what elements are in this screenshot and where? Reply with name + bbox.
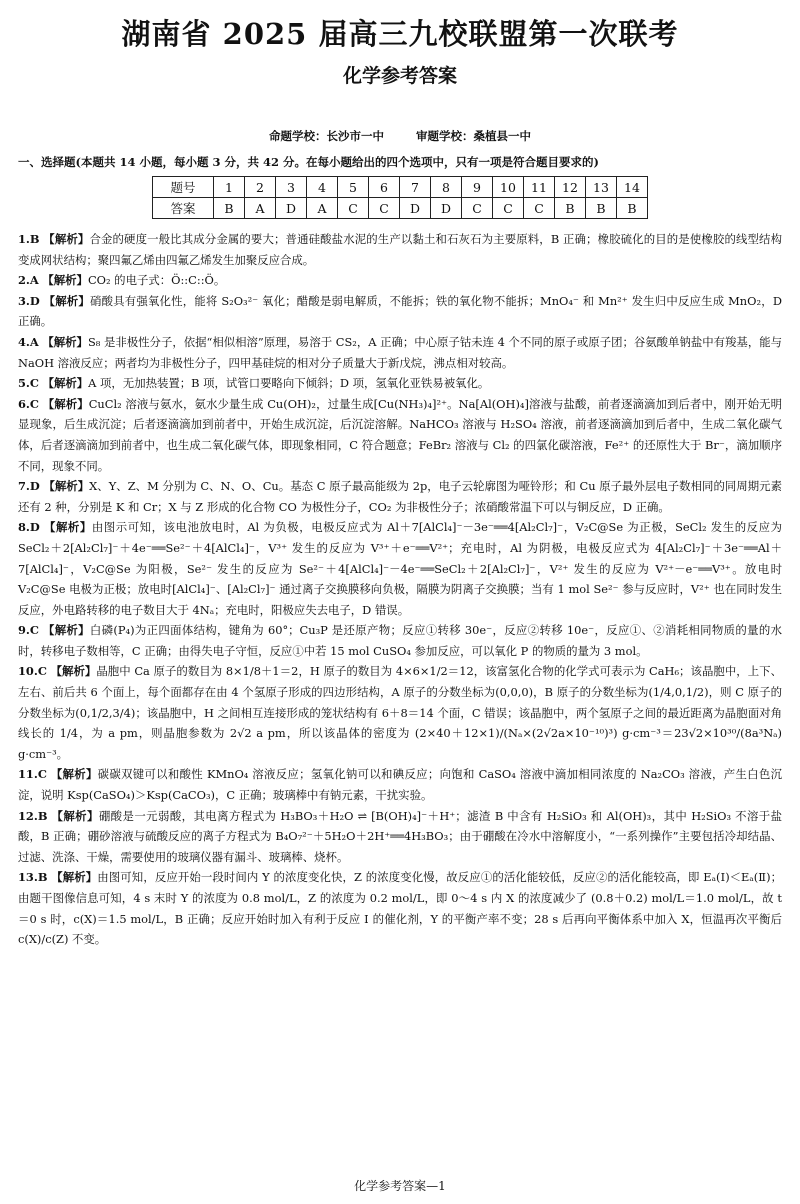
item-text: 碳碳双键可以和酸性 KMnO₄ 溶液反应；氢氧化钠可以和碘反应；向饱和 CaSO₄ 溶液中滴加相同浓度的 Na₂CO₃ 溶液，产生白色沉淀，说明 Ksp(CaSO₄)＞Ksp(CaCO₃)，C 正确；玻璃棒中有钠元素，干扰实验。 (18, 767, 782, 803)
reviewing-school: 审题学校：桑植县一中 (416, 129, 531, 143)
explanation-item (18, 620, 782, 661)
question-number: 6 (369, 177, 400, 198)
item-text: CuCl₂ 溶液与氨水，氨水少量生成 Cu(OH)₂，过量生成[Cu(NH₃)₄]²⁺。Na[Al(OH)₄]溶液与盐酸，前者逐滴滴加到后者中，刚开始无明显现象，后生成沉淀；后者逐滴滴加到前者中，开始生成沉淀，后沉淀溶解。NaHCO₃ 溶液与 H₂SO₄ 溶液，前者逐滴滴加到后者中，生成二氧化碳气体，后者逐滴滴加到前者中，也生成二氧化碳气体，即现象相同，C 符合题意；FeBr₂ 溶液与 Cl₂ 的四氯化碳溶液，Fe²⁺ 的还原性大于 Br⁻，滴加顺序不同，现象不同。 (18, 396, 782, 473)
page-footer: 化学参考答案—1 (354, 1179, 446, 1193)
explanation-item (18, 764, 782, 805)
question-number: 12 (555, 177, 586, 198)
answer-key-page (0, 12, 800, 1204)
analysis-tag: 【解析】 (50, 664, 97, 679)
number-row-label: 题号 (153, 177, 214, 198)
answer-letter: C (462, 198, 493, 219)
explanation-item (18, 806, 782, 868)
item-text: 白磷(P₄)为正四面体结构，键角为 60°；Cu₃P 是还原产物；反应①转移 30e⁻，反应②转移 10e⁻，反应①、②消耗相同物质的量的水时，转移电子数相等，C 正确；由得失电子守恒，反应①中若 15 mol CuSO₄ 参加反应，可以氧化 P 的物质的量为 3 mol。 (18, 623, 782, 658)
question-number: 10 (493, 177, 524, 198)
answer-letter: D (276, 198, 307, 219)
question-number: 5 (338, 177, 369, 198)
answer-table-answer-row (153, 198, 648, 219)
school-info (18, 128, 782, 144)
explanation-item (18, 517, 782, 620)
answer-letter: B (214, 198, 245, 219)
section-heading: 一、选择题(本题共 14 小题，每小题 3 分，共 42 分。在每小题给出的四个选项中，只有一项是符合题目要求的) (18, 155, 599, 169)
analysis-tag: 【解析】 (42, 396, 89, 411)
answer-letter: C (338, 198, 369, 219)
answer-letter: A (245, 198, 276, 219)
question-number: 13 (586, 177, 617, 198)
item-number: 9.C (18, 623, 39, 638)
answer-table (152, 176, 648, 219)
analysis-tag: 【解析】 (42, 334, 88, 349)
explanation-item (18, 332, 782, 373)
explanation-item (18, 291, 782, 332)
question-number: 9 (462, 177, 493, 198)
item-text: S₈ 是非极性分子，依据“相似相溶”原理，易溶于 CS₂，A 正确；中心原子钴未连 4 个不同的原子或原子团；谷氨酸单钠盐中有羧基，能与 NaOH 溶液反应；两者均为非极性分子，四甲基硅烷的相对分子质量大于新戊烷，沸点相对较高。 (18, 334, 783, 370)
item-text: 合金的硬度一般比其成分金属的要大；普通硅酸盐水泥的生产以黏土和石灰石为主要原料，B 正确；橡胶硫化的目的是使橡胶的线型结构变成网状结构；聚四氟乙烯由四氟乙烯发生加聚反应合成。 (18, 232, 782, 267)
answer-letter: D (431, 198, 462, 219)
item-number: 11.C (18, 767, 47, 782)
item-text: CO₂ 的电子式：Ö::C::Ö。 (87, 273, 226, 288)
question-number: 2 (245, 177, 276, 198)
item-number: 3.D (18, 293, 40, 308)
answer-letter: C (369, 198, 400, 219)
question-number: 11 (524, 177, 555, 198)
item-text: 晶胞中 Ca 原子的数目为 8×1/8＋1＝2，H 原子的数目为 4×6×1/2＝12，该富氢化合物的化学式可表示为 CaH₆；该晶胞中，上下、左右、前后共 6 个面上，每个面都存在由 4 个氢原子形成的四边形结构，A 原子的分数坐标为(0,0,0)，B 原子的分数坐标为(1/4,0,1/2)，则 C 原子的分数坐标为(0,1/2,3/4)；该晶胞中，H 之间相互连接形成的笼状结构有 6＋8＝14 个面，C 错误；该晶胞中，两个氢原子之间的最近距离为晶胞面对角线长的 1/4，为 a pm，则晶胞参数为 2√2 a pm，所以该晶体的密度为 (2×40＋12×1)/(Nₐ×(2√2a×10⁻¹⁰)³) g·cm⁻³＝23√2×10³⁰/(8a³Nₐ) g·cm⁻³。 (18, 664, 782, 761)
item-number: 12.B (18, 808, 48, 823)
question-number: 7 (400, 177, 431, 198)
item-number: 8.D (18, 520, 40, 535)
answer-row-label: 答案 (153, 198, 214, 219)
explanation-item (18, 229, 782, 270)
question-number: 4 (307, 177, 338, 198)
answer-letter: C (493, 198, 524, 219)
explanation-item (18, 476, 782, 517)
question-number: 1 (214, 177, 245, 198)
analysis-tag: 【解析】 (43, 520, 92, 535)
analysis-tag: 【解析】 (42, 273, 88, 288)
analysis-tag: 【解析】 (43, 232, 90, 246)
analysis-tag: 【解析】 (51, 870, 98, 885)
analysis-tag: 【解析】 (43, 293, 90, 308)
explanation-item (18, 270, 782, 291)
analysis-tag: 【解析】 (50, 767, 98, 782)
item-number: 5.C (18, 376, 39, 391)
item-number: 7.D (18, 479, 40, 494)
answer-letter: A (307, 198, 338, 219)
question-number: 3 (276, 177, 307, 198)
answer-letter: B (617, 198, 648, 219)
analysis-tag: 【解析】 (43, 479, 90, 494)
question-number: 14 (617, 177, 648, 198)
page-subtitle: 化学参考答案 (342, 65, 457, 87)
explanation-item (18, 373, 782, 394)
answer-letter: C (524, 198, 555, 219)
explanation-list (18, 229, 782, 950)
proposing-school: 命题学校：长沙市一中 (268, 129, 384, 143)
item-text: 由图示可知，该电池放电时，Al 为负极，电极反应式为 Al＋7[AlCl₄]⁻－3e⁻══4[Al₂Cl₇]⁻，V₂C@Se 为正极，SeCl₂ 发生的反应为 SeCl₂＋2[Al₂Cl₇]⁻＋4e⁻══Se²⁻＋4[AlCl₄]⁻，V³⁺ 发生的反应为 V³⁺＋e⁻══V²⁺；充电时，Al 为阴极，电极反应式为 4[Al₂Cl₇]⁻＋3e⁻══Al＋7[AlCl₄]⁻，V₂C@Se 为阳极，Se²⁻ 发生的反应为 Se²⁻＋4[AlCl₄]⁻－4e⁻══SeCl₂＋2[Al₂Cl₇]⁻，V²⁺ 发生的反应为 V²⁺－e⁻══V³⁺。放电时 V₂C@Se 电极为正极；放电时[AlCl₄]⁻、[Al₂Cl₇]⁻ 通过离子交换膜移向负极，隔膜为阴离子交换膜；当有 1 mol Se²⁻ 参与反应时，V²⁺ 也在同时发生反应，外电路转移的电子数目大于 4Nₐ；充电时，阳极应失去电子，D 错误。 (18, 520, 782, 617)
item-number: 4.A (18, 334, 39, 349)
explanation-item (18, 867, 782, 949)
explanation-item (18, 661, 782, 764)
item-number: 10.C (18, 664, 47, 679)
item-text: 硝酸具有强氧化性，能将 S₂O₃²⁻ 氧化；醋酸是弱电解质，不能拆；铁的氧化物不能拆；MnO₄⁻ 和 Mn²⁺ 发生归中反应生成 MnO₂，D 正确。 (18, 293, 782, 329)
item-text: X、Y、Z、M 分别为 C、N、O、Cu。基态 C 原子最高能级为 2p，电子云轮廓图为哑铃形；和 Cu 原子最外层电子数相同的同周期元素还有 2 种，分别是 K 和 Cr；X 与 Z 形成的化合物 CO 为极性分子，CO₂ 为非极性分子；浓硝酸常温下可以与铜反应，D 正确。 (18, 479, 782, 514)
item-number: 2.A (18, 273, 39, 288)
item-number: 13.B (18, 870, 48, 885)
analysis-tag: 【解析】 (42, 376, 89, 391)
analysis-tag: 【解析】 (42, 623, 90, 638)
question-number: 8 (431, 177, 462, 198)
item-text: 硼酸是一元弱酸，其电离方程式为 H₃BO₃＋H₂O ⇌ [B(OH)₄]⁻＋H⁺；滤渣 B 中含有 H₂SiO₃ 和 Al(OH)₃，其中 H₂SiO₃ 不溶于盐酸，B 正确；硼砂溶液与硫酸反应的离子方程式为 B₄O₇²⁻＋5H₂O＋2H⁺══4H₃BO₃；由于硼酸在冷水中溶解度小，“一系列操作”主要包括冷却结晶、过滤、洗涤、干燥，需要使用的玻璃仪器有漏斗、玻璃棒、烧杯。 (18, 808, 782, 864)
item-text: A 项，无加热装置；B 项，试管口要略向下倾斜；D 项，氢氧化亚铁易被氧化。 (88, 376, 490, 391)
item-number: 1.B (18, 232, 40, 246)
item-text: 由图可知，反应开始一段时间内 Y 的浓度变化快，Z 的浓度变化慢，故反应①的活化能较低，反应②的活化能较高，即 Eₐ(Ⅰ)＜Eₐ(Ⅱ)；由题干图像信息可知，4 s 末时 Y 的浓度为 0.8 mol/L，Z 的浓度为 0.2 mol/L，即 0～4 s 内 X 的浓度减少了 (0.8＋0.2) mol/L＝1.0 mol/L，故 t＝0 s 时，c(X)＝1.5 mol/L，B 正确；反应开始时加入有利于反应 Ⅰ 的催化剂，Y 的平衡产率不变；28 s 后再向平衡体系中加入 X，恒温再次平衡后 c(X)/c(Z) 不变。 (18, 870, 782, 947)
answer-table-number-row (153, 177, 648, 198)
answer-letter: D (400, 198, 431, 219)
analysis-tag: 【解析】 (51, 808, 99, 823)
answer-letter: B (555, 198, 586, 219)
explanation-item (18, 394, 782, 476)
item-number: 6.C (18, 396, 39, 411)
page-title: 湖南省 2025 届高三九校联盟第一次联考 (121, 17, 679, 51)
answer-letter: B (586, 198, 617, 219)
